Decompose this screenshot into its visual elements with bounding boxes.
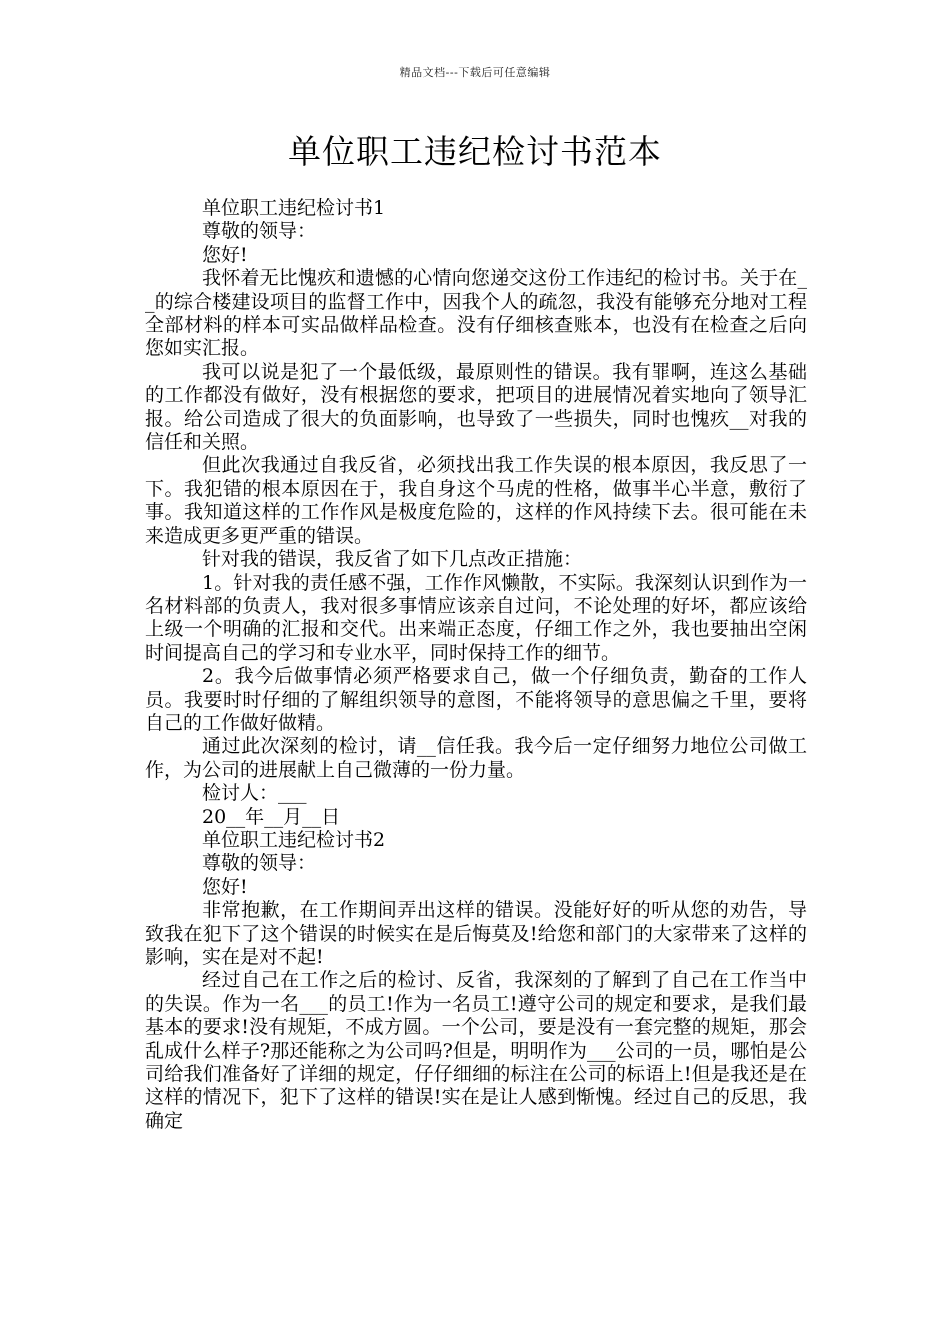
paragraph: 您好! <box>202 243 248 266</box>
paragraph: 非常抱歉，在工作期间弄出这样的错误。没能好好的听从您的劝告，导致我在犯下了这个错误的时候实在是后悔莫及!给您和部门的大家带来了这样的影响，实在是对不起! <box>145 899 807 968</box>
paragraph: 1。针对我的责任感不强，工作作风懒散，不实际。我深刻认识到作为一名材料部的负责人，我对很多事情应该亲自过问，不论处理的好坏，都应该给上级一个明确的汇报和交代。出来端正态度，仔细工作之外，我也要抽出空闲时间提高自己的学习和专业水平，同时保持工作的细节。 <box>145 571 807 664</box>
paragraph: 单位职工违纪检讨书1 <box>202 197 386 219</box>
paragraph: 我可以说是犯了一个最低级，最原则性的错误。我有罪啊，连这么基础的工作都没有做好，没有根据您的要求，把项目的进展情况着实地向了领导汇报。给公司造成了很大的负面影响，也导致了一些损失，同时也愧疚__对我的信任和关照。 <box>145 360 807 454</box>
document-body <box>145 197 807 1133</box>
paragraph: 单位职工违纪检讨书2 <box>202 828 386 851</box>
paragraph: 20__年__月__日 <box>202 805 341 828</box>
paragraph: 我怀着无比愧疚和遗憾的心情向您递交这份工作违纪的检讨书。关于在__的综合楼建设项目的监督工作中，因我个人的疏忽，我没有能够充分地对工程全部材料的样本可实品做样品检查。没有仔细核查账本，也没有在检查之后向您如实汇报。 <box>145 267 807 360</box>
paragraph: 2。我今后做事情必须严格要求自己，做一个仔细负责，勤奋的工作人员。我要时时仔细的了解组织领导的意图，不能将领导的意思偏之千里，要将自己的工作做好做精。 <box>145 665 807 734</box>
paragraph: 您好! <box>202 875 248 898</box>
paragraph: 通过此次深刻的检讨，请__信任我。我今后一定仔细努力地位公司做工作，为公司的进展献上自己微薄的一份力量。 <box>145 735 807 781</box>
paragraph: 但此次我通过自我反省，必须找出我工作失误的根本原因，我反思了一下。我犯错的根本原因在于，我自身这个马虎的性格，做事半心半意，敷衍了事。我知道这样的工作作风是极度危险的，这样的作风持续下去。很可能在未来造成更多更严重的错误。 <box>145 454 807 547</box>
paragraph: 针对我的错误，我反省了如下几点改正措施： <box>202 548 583 571</box>
document-title: 单位职工违纪检讨书范本 <box>288 132 662 171</box>
paragraph: 经过自己在工作之后的检讨、反省，我深刻的了解到了自己在工作当中的失误。作为一名___的员工!作为一名员工!遵守公司的规定和要求，是我们最基本的要求!没有规矩，不成方圆。一个公司，要是没有一套完整的规矩，那会乱成什么样子?那还能称之为公司吗?但是，明明作为___公司的一员，哪怕是公司给我们准备好了详细的规定，仔仔细细的标注在公司的标语上!但是我还是在这样的情况下，犯下了这样的错误!实在是让人感到惭愧。经过自己的反思，我确定 <box>145 969 807 1132</box>
header-note: 精品文档---下载后可任意编辑 <box>399 66 551 79</box>
paragraph: 检讨人：___ <box>202 782 307 805</box>
paragraph: 尊敬的领导： <box>202 220 317 243</box>
paragraph: 尊敬的领导： <box>202 852 317 875</box>
